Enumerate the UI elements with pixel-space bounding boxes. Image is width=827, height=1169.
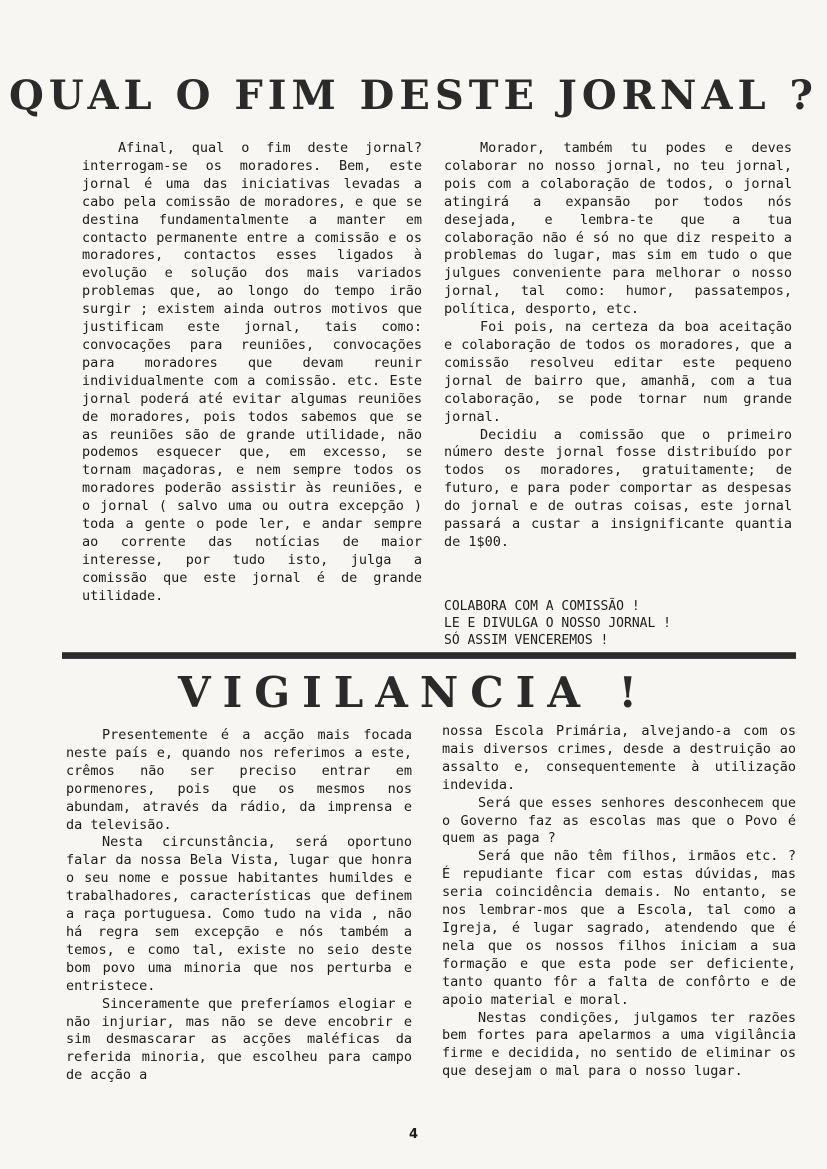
slogan-line: SÓ ASSIM VENCEREMOS !	[444, 633, 609, 648]
section-divider	[62, 652, 796, 659]
paragraph: Afinal, qual o fim deste jornal? interrogam-se os moradores. Bem, este jornal é uma das iniciativas levadas a cabo pela comissão de moradores, e que se destina fundamentalmente a manter em contacto permanente entre a comissão e os moradores, contactos esses ligados à evolução e solução dos mais variados problemas que, ao longo do tempo irão surgir ; existem ainda outros motivos que justificam este jornal, tais como: convocações para reuniões, convocações para moradores que devam reunir individualmente com a comissão. etc. Este jornal poderá até evitar algumas reuniões de moradores, pois todos sabemos que se as reuniões são de grande utilidade, não podemos esquecer que, em excesso, se tornam maçadoras, e nem sempre todos os moradores poderão assistir às reuniões, e o jornal ( salvo uma ou outra excepção ) toda a gente o pode ler, e andar sempre ao corrente das notícias de maior interesse, por tudo isto, julga a comissão que este jornal é de grande utilidade.	[82, 140, 422, 604]
paragraph: Morador, também tu podes e deves colaborar no nosso jornal, no teu jornal, pois com a colaboração de todos, o jornal atingirá a expansão por todos nós desejada, e lembra-te que a tua colaboração não é só no que diz respeito a problemas do lugar, mas sim em tudo o que julgues conveniente para melhorar o nosso jornal, tal como: humor, passatempos, política, desporto, etc.	[444, 140, 792, 318]
paragraph: Será que esses senhores desconhecem que o Governo faz as escolas mas que o Povo é quem as paga ?	[442, 794, 796, 847]
paragraph: Nestas condições, julgamos ter razões bem fortes para apelarmos a uma vigilância firme e decidida, no sentido de eliminar os que desejam o mal para o nosso lugar.	[442, 1009, 796, 1080]
article2-column-left	[66, 727, 412, 1085]
headline-vigilancia: VIGILANCIA !	[178, 668, 649, 717]
article1-column-left	[82, 140, 422, 606]
article2-column-right	[442, 723, 796, 1081]
article1-column-right	[444, 140, 792, 552]
paragraph: Será que não têm filhos, irmãos etc. ? É repudiante ficar com estas dúvidas, mas seria coincidência demais. No entanto, se nos lembrar-mos que a Escola, tal como a Igreja, é lugar sagrado, atendendo que é nela que os nossos filhos iniciam a sua formação e que esta pode ser deficiente, tanto quanto fôr a falta de confôrto e de apoio material e moral.	[442, 848, 796, 1008]
page-number: 4	[408, 1127, 419, 1142]
paragraph: Presentemente é a acção mais focada neste país e, quando nos referimos a este, crêmos não ser preciso entrar em pormenores, pois que os mesmos nos abundam, através da rádio, da imprensa e da televisão.	[66, 727, 412, 833]
paragraph: Sinceramente que preferíamos elogiar e não injuriar, mas não se deve encobrir e sim desmascarar as acções maléficas da referida minoria, que escolheu para campo de acção a	[66, 995, 412, 1084]
paragraph: Decidiu a comissão que o primeiro número deste jornal fosse distribuído por todos os moradores, gratuitamente; de futuro, e para poder comportar as despesas do jornal e de outras coisas, este jornal passará a custar a insignificante quantia de 1$00.	[444, 426, 792, 550]
closing-slogans	[444, 598, 792, 649]
slogan-line: LE E DIVULGA O NOSSO JORNAL !	[444, 616, 671, 631]
paragraph: Nesta circunstância, será oportuno falar da nossa Bela Vista, lugar que honra o seu nome e possue habitantes humildes e trabalhadores, características que definem a raça portuguesa. Como tudo na vida , não há regra sem excepção e nós também a temos, e como tal, existe no seio deste bom povo uma minoria que nos perturba e entristece.	[66, 834, 412, 994]
paragraph: Foi pois, na certeza da boa aceitação e colaboração de todos os moradores, que a comissão resolveu editar este pequeno jornal de bairro que, amanhã, com a tua colaboração, se pode tornar num grande jornal.	[444, 319, 792, 425]
paragraph: nossa Escola Primária, alvejando-a com os mais diversos crimes, desde a destruição ao assalto e, consequentemente à utilização indevida.	[442, 723, 796, 793]
headline-qual-o-fim: QUAL O FIM DESTE JORNAL ?	[8, 72, 818, 119]
slogan-line: COLABORA COM A COMISSÃO !	[444, 599, 640, 614]
